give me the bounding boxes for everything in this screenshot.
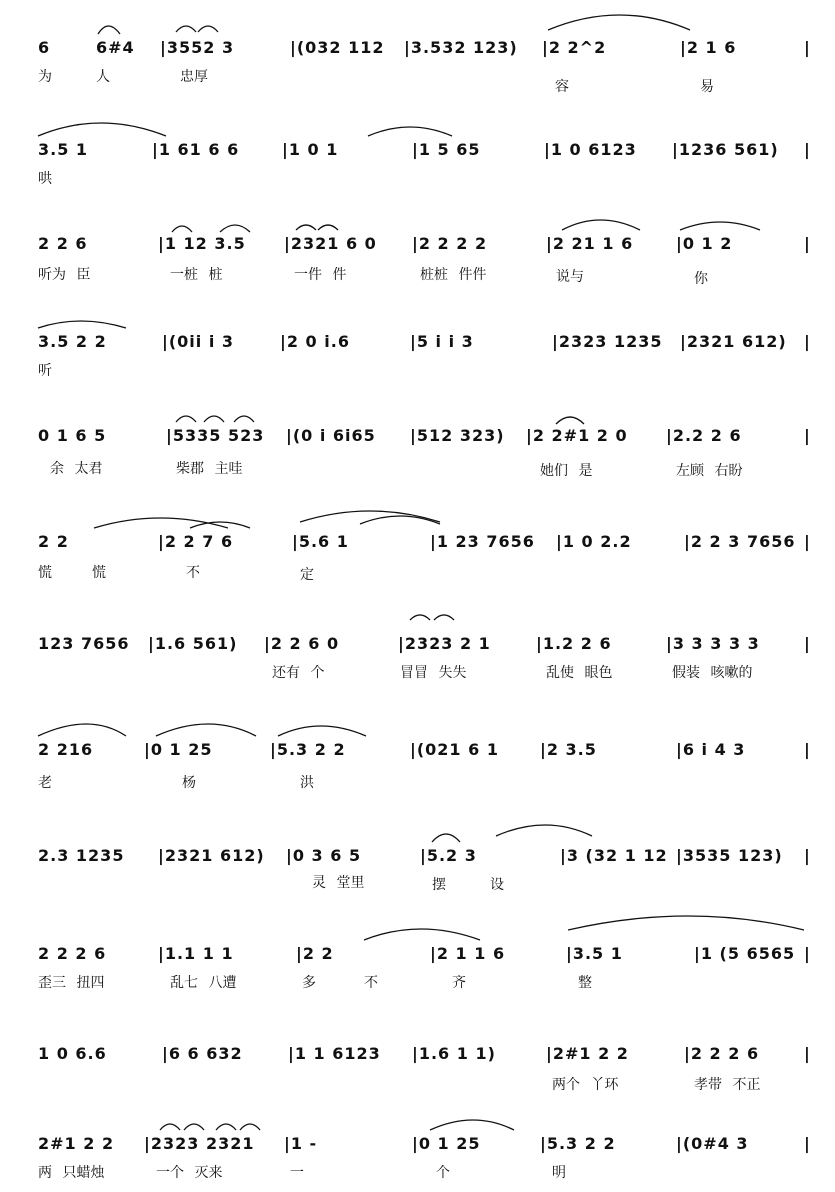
note-group: |	[804, 38, 811, 57]
slur-arc	[680, 222, 760, 230]
note-group: |	[804, 1044, 811, 1063]
note-group: |2 0 i.6	[280, 332, 350, 351]
note-group: |	[804, 740, 811, 759]
note-group: |6 i 4 3	[676, 740, 746, 759]
note-group: |	[804, 426, 811, 445]
note-group: 6#4	[96, 38, 135, 57]
note-group: |2 2	[296, 944, 334, 963]
note-group: 2 2 2 6	[38, 944, 107, 963]
slur-arc	[176, 26, 196, 32]
lyric-text: 齐	[452, 975, 466, 991]
slur-arc	[368, 127, 452, 136]
slur-arc	[556, 417, 584, 424]
lyric-text: 为	[38, 69, 52, 85]
note-group: |5335 523	[166, 426, 265, 445]
note-group: 123 7656	[38, 634, 130, 653]
note-group: |2 2 3 7656	[684, 532, 796, 551]
lyric-text: 不	[186, 565, 200, 581]
slur-arc	[198, 26, 218, 32]
note-group: |	[804, 532, 811, 551]
slur-arc	[38, 123, 166, 136]
note-group: |(032 112	[290, 38, 385, 57]
note-group: |6 6 632	[162, 1044, 243, 1063]
note-group: |	[804, 234, 811, 253]
slur-arc	[496, 825, 592, 836]
slur-arc	[296, 225, 316, 230]
note-group: |2 3.5	[540, 740, 597, 759]
note-group: |2323 2 1	[398, 634, 491, 653]
note-group: |	[804, 944, 811, 963]
note-group: |2 2 7 6	[158, 532, 234, 551]
note-group: |1 -	[284, 1134, 318, 1153]
slur-arc	[360, 516, 440, 524]
lyric-text: 一个 灭来	[156, 1165, 223, 1181]
slur-arc	[204, 416, 224, 422]
note-group: |2.2 2 6	[666, 426, 742, 445]
note-group: |2323 2321	[144, 1134, 255, 1153]
note-group: 3.5 2 2	[38, 332, 107, 351]
lyric-text: 一桩 桩	[170, 267, 223, 283]
lyric-text: 两个 丫环	[552, 1077, 619, 1093]
slur-arc	[160, 1124, 180, 1130]
lyric-text: 杨	[182, 775, 196, 791]
lyric-text: 灵 堂里	[312, 875, 365, 891]
slur-arc	[432, 834, 460, 842]
lyric-text: 柴郡 主哇	[176, 461, 243, 477]
note-group: 6	[38, 38, 51, 57]
lyric-text: 个	[436, 1165, 450, 1181]
lyric-text: 说与	[556, 269, 584, 285]
note-group: |1 12 3.5	[158, 234, 246, 253]
lyric-text: 多	[302, 975, 316, 991]
slur-arc	[568, 916, 804, 930]
note-group: |3.5 1	[566, 944, 623, 963]
lyric-text: 乱使 眼色	[546, 665, 613, 681]
slur-arc	[562, 220, 640, 230]
lyric-text: 哄	[38, 171, 52, 187]
slur-arc	[216, 1124, 236, 1130]
lyric-text: 听	[38, 363, 52, 379]
note-group: |2 1 6	[680, 38, 737, 57]
lyric-text: 摆	[432, 877, 446, 893]
lyric-text: 一件 件	[294, 267, 347, 283]
lyric-text: 慌	[38, 565, 52, 581]
slur-arc	[240, 1124, 260, 1130]
note-group: |2323 1235	[552, 332, 663, 351]
lyric-text: 孝带 不正	[694, 1077, 761, 1093]
note-group: |2321 6 0	[284, 234, 377, 253]
note-group: |5.6 1	[292, 532, 349, 551]
lyric-text: 慌	[92, 565, 106, 581]
slur-arc	[190, 522, 250, 528]
note-group: |3.532 123)	[404, 38, 518, 57]
lyric-text: 容	[555, 79, 569, 95]
lyric-text: 听为 臣	[38, 267, 91, 283]
note-group: |0 3 6 5	[286, 846, 362, 865]
slur-arc	[318, 225, 338, 230]
lyric-text: 左顾 右盼	[676, 463, 743, 479]
slur-arc	[410, 615, 430, 620]
note-group: |1 0 2.2	[556, 532, 632, 551]
note-group: |512 323)	[410, 426, 505, 445]
slur-arc	[278, 726, 366, 736]
note-group: |	[804, 846, 811, 865]
lyric-text: 老	[38, 775, 52, 791]
lyric-text: 她们 是	[540, 463, 593, 479]
lyric-text: 冒冒 失失	[400, 665, 467, 681]
slur-arc	[156, 724, 256, 736]
note-group: 0 1 6 5	[38, 426, 107, 445]
note-group: |5.3 2 2	[270, 740, 346, 759]
note-group: |1 (5 6565	[694, 944, 796, 963]
note-group: |5 i i 3	[410, 332, 474, 351]
slur-arc	[430, 1120, 514, 1130]
note-group: |	[804, 1134, 811, 1153]
note-group: |1.6 561)	[148, 634, 238, 653]
note-group: 2 216	[38, 740, 94, 759]
note-group: |1.2 2 6	[536, 634, 612, 653]
note-group: |5.3 2 2	[540, 1134, 616, 1153]
note-group: |2 2#1 2 0	[526, 426, 628, 445]
slur-arc	[434, 615, 454, 620]
note-group: |3535 123)	[676, 846, 783, 865]
lyric-text: 设	[490, 877, 504, 893]
note-group: |1 61 6 6	[152, 140, 240, 159]
note-group: |	[804, 634, 811, 653]
note-group: 2 2	[38, 532, 69, 551]
note-group: 2.3 1235	[38, 846, 125, 865]
note-group: |5.2 3	[420, 846, 477, 865]
note-group: |2321 612)	[680, 332, 787, 351]
note-group: |1 23 7656	[430, 532, 535, 551]
slur-arc	[176, 416, 196, 422]
note-group: |(0ii i 3	[162, 332, 235, 351]
slur-arc	[364, 929, 480, 940]
note-group: |2321 612)	[158, 846, 265, 865]
note-group: |	[804, 332, 811, 351]
note-group: 2 2 6	[38, 234, 88, 253]
note-group: |1236 561)	[672, 140, 779, 159]
lyric-text: 明	[552, 1165, 566, 1181]
note-group: |3 (32 1 12	[560, 846, 668, 865]
lyric-text: 整	[578, 975, 592, 991]
lyric-text: 假装 咳嗽的	[672, 665, 753, 681]
lyric-text: 洪	[300, 775, 314, 791]
lyric-text: 两 只蜡烛	[38, 1165, 105, 1181]
note-group: |3 3 3 3 3	[666, 634, 760, 653]
note-group: |2 2 6 0	[264, 634, 340, 653]
note-group: 1 0 6.6	[38, 1044, 107, 1063]
note-group: |(021 6 1	[410, 740, 499, 759]
lyric-text: 不	[364, 975, 378, 991]
lyric-text: 余 太君	[50, 461, 103, 477]
slur-arc	[234, 416, 254, 422]
note-group: |1 0 1	[282, 140, 339, 159]
note-group: |(0#4 3	[676, 1134, 749, 1153]
note-group: |2 1 1 6	[430, 944, 506, 963]
note-group: |0 1 25	[144, 740, 213, 759]
lyric-text: 定	[300, 567, 314, 583]
note-group: |0 1 25	[412, 1134, 481, 1153]
note-group: |1 5 65	[412, 140, 481, 159]
lyric-text: 乱七 八遭	[170, 975, 237, 991]
slur-arc	[98, 26, 120, 34]
note-group: |(0 i 6i65	[286, 426, 376, 445]
note-group: |3552 3	[160, 38, 235, 57]
note-group: 2#1 2 2	[38, 1134, 115, 1153]
lyric-text: 歪三 扭四	[38, 975, 105, 991]
slur-arc	[172, 226, 192, 232]
note-group: |2 2 2 2	[412, 234, 488, 253]
note-group: |1 0 6123	[544, 140, 637, 159]
lyric-text: 人	[96, 69, 110, 85]
note-group: |1.1 1 1	[158, 944, 234, 963]
slur-arc	[548, 15, 690, 30]
note-group: |1.6 1 1)	[412, 1044, 496, 1063]
note-group: |2#1 2 2	[546, 1044, 629, 1063]
slur-arc	[184, 1124, 204, 1130]
lyric-text: 易	[700, 79, 714, 95]
note-group: 3.5 1	[38, 140, 89, 159]
note-group: |1 1 6123	[288, 1044, 381, 1063]
slur-arc	[38, 321, 126, 328]
note-group: |	[804, 140, 811, 159]
note-group: |2 2 2 6	[684, 1044, 760, 1063]
slur-arc	[38, 724, 126, 736]
note-group: |0 1 2	[676, 234, 733, 253]
slur-arc	[220, 225, 250, 232]
note-group: |2 2^2	[542, 38, 607, 57]
lyric-text: 你	[694, 271, 708, 287]
lyric-text: 一	[290, 1165, 304, 1181]
lyric-text: 桩桩 件件	[420, 267, 487, 283]
lyric-text: 还有 个	[272, 665, 325, 681]
note-group: |2 21 1 6	[546, 234, 634, 253]
lyric-text: 忠厚	[180, 69, 208, 85]
